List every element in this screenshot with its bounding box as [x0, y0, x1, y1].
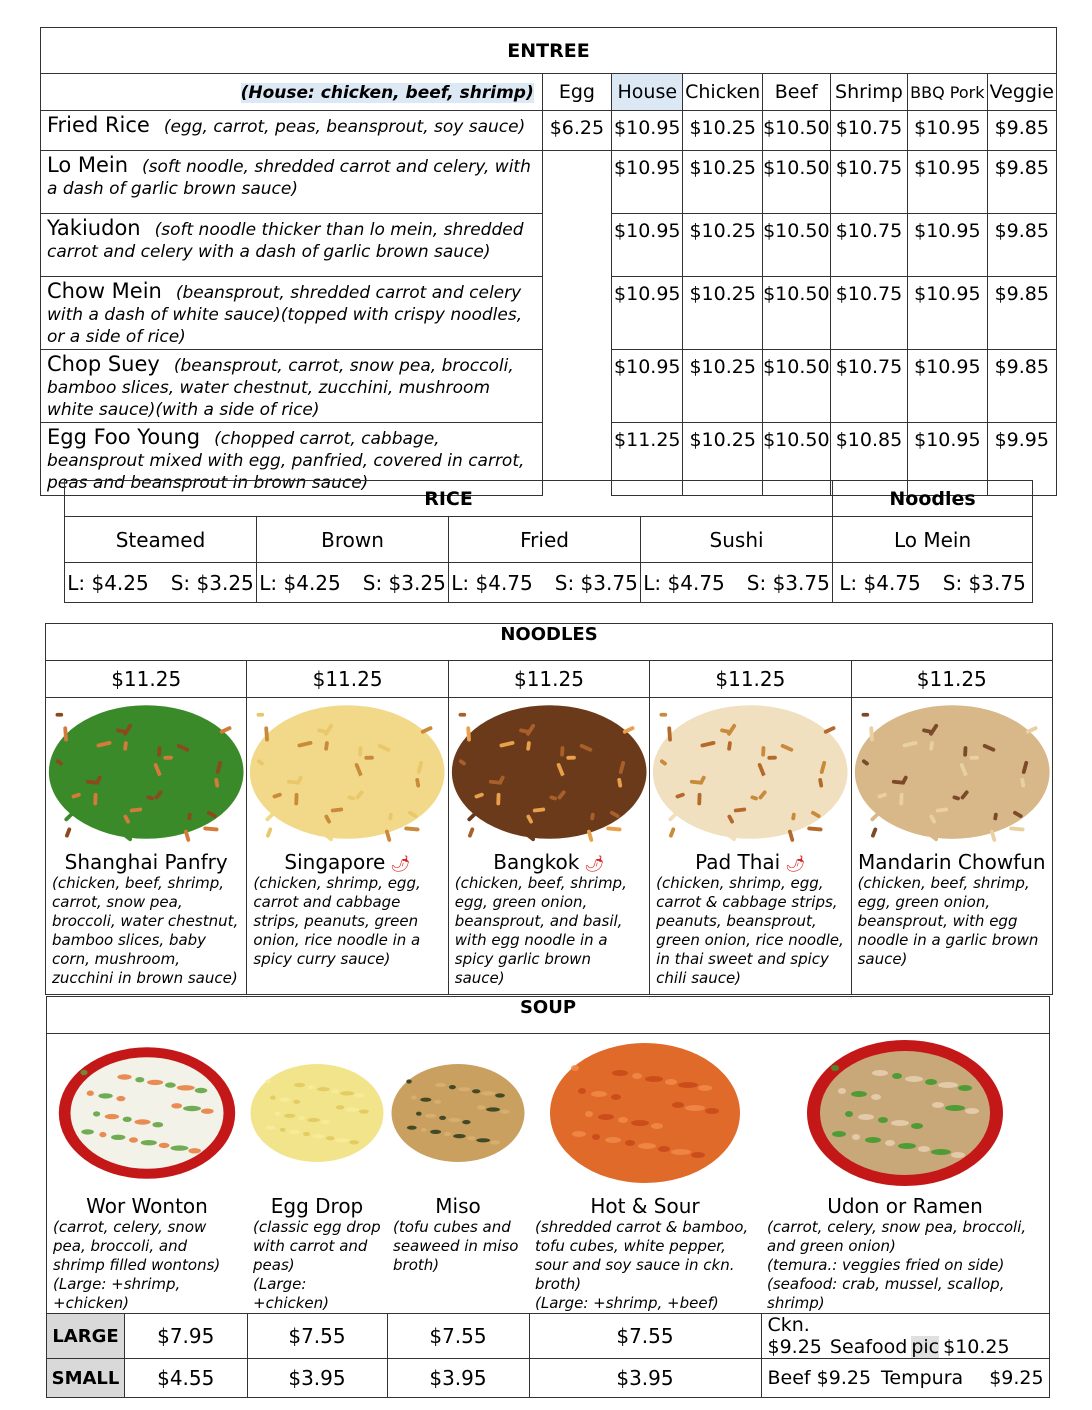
udon-prices: [761, 1314, 1050, 1359]
soup-name: Hot & Sour: [590, 1194, 700, 1218]
rice-item-name: Sushi: [641, 517, 833, 563]
noodle-name-line: [46, 850, 246, 874]
soup-name: Miso: [435, 1194, 481, 1218]
dish-desc: (soft noodle, shredded carrot and celery, with a dash of garlic brown sauce): [47, 157, 531, 199]
rice-title: RICE: [65, 481, 833, 517]
dish-price: $10.50: [762, 151, 830, 214]
small-label: SMALL: [47, 1359, 125, 1398]
noodle-item: [650, 698, 851, 995]
entree-row: [41, 111, 1057, 151]
dish-price: $9.85: [987, 214, 1056, 277]
udon-beef-price: Beef $9.25: [767, 1367, 872, 1389]
soup-small-price: $4.55: [124, 1359, 247, 1398]
soup-item-udon: [761, 1034, 1050, 1314]
udon-tempura-price: $9.25: [989, 1367, 1044, 1389]
noodle-desc: (chicken, shrimp, egg, carrot & cabbage strips, peanuts, beansprout, green onion, rice noodle, in thai sweet and spicy chili sauce): [656, 874, 844, 987]
noodle-name-line: [650, 850, 850, 874]
noodle-name: Shanghai Panfry: [64, 850, 228, 874]
dish-name: Lo Mein: [47, 153, 129, 177]
house-note: (House: chicken, beef, shrimp): [240, 83, 534, 103]
soup-photo: [761, 1038, 1049, 1188]
dish-price: [542, 350, 611, 423]
noodle-item: [448, 698, 649, 995]
noodle-desc: (chicken, beef, shrimp, carrot, snow pea, broccoli, water chestnut, bamboo slices, baby corn, mushroom, zucchini in brown sauce): [52, 874, 239, 987]
dish-name: Egg Foo Young: [47, 425, 201, 449]
large-label: LARGE: [47, 1314, 125, 1359]
dish-price: [542, 151, 611, 214]
soup-large-extra: (Large: +shrimp, +chicken): [53, 1275, 181, 1312]
noodle-photo: [650, 698, 850, 846]
dish-desc: (soft noodle thicker than lo mein, shredded carrot and celery with a dash of garlic brown sauce): [47, 220, 524, 262]
rice-item-name: Lo Mein: [833, 517, 1033, 563]
noodle-photo: [46, 698, 246, 846]
rice-item-name: Fried: [449, 517, 641, 563]
small-price: S: $3.25: [362, 570, 446, 595]
entree-row: [41, 151, 1057, 214]
small-price: S: $3.75: [746, 570, 830, 595]
rice-item-price: [833, 563, 1033, 603]
noodle-desc: (chicken, beef, shrimp, egg, green onion, beansprout, with egg noodle in a garlic brown sauce): [857, 874, 1039, 968]
dish-price: $9.85: [987, 277, 1056, 350]
soup-small-price: $3.95: [247, 1359, 387, 1398]
soup-large-price: $7.55: [387, 1314, 529, 1359]
udon-pic-label: pic: [911, 1336, 940, 1358]
col-shrimp: Shrimp: [830, 74, 907, 111]
dish-price: [542, 214, 611, 277]
chili-pepper-icon: 🌶: [579, 854, 605, 873]
chili-pepper-icon: 🌶: [780, 854, 806, 873]
dish-price: $10.50: [762, 350, 830, 423]
soup-title: SOUP: [47, 997, 1050, 1034]
udon-seafood-note: (seafood: crab, mussel, scallop, shrimp): [767, 1275, 1005, 1312]
dish-price: $10.95: [612, 151, 683, 214]
dish-price: $10.95: [612, 350, 683, 423]
dish-desc: (beansprout, carrot, snow pea, broccoli, bamboo slices, water chestnut, zucchini, mushroom white sauce)(with a side of rice): [47, 356, 514, 420]
large-price: L: $4.25: [259, 570, 341, 595]
dish-price: $10.50: [762, 277, 830, 350]
noodle-price: $11.25: [650, 661, 851, 698]
soup-small-price: $3.95: [529, 1359, 761, 1398]
col-house: House: [612, 74, 683, 111]
dish-price: $9.85: [987, 151, 1056, 214]
soup-small-price: $3.95: [387, 1359, 529, 1398]
udon-seafood-price: $10.25: [943, 1336, 1010, 1358]
col-beef: Beef: [762, 74, 830, 111]
entree-row: [41, 277, 1057, 350]
udon-seafood-label: Seafood: [829, 1336, 908, 1358]
soup-large-price: $7.95: [124, 1314, 247, 1359]
soup-desc: (classic egg drop with carrot and peas): [253, 1218, 381, 1274]
udon-tempura-note: (temura.: veggies fried on side): [767, 1256, 1005, 1274]
soup-name: Udon or Ramen: [827, 1194, 983, 1218]
soup-photo: [47, 1038, 247, 1188]
dish-price: $9.85: [987, 350, 1056, 423]
soup-item: [529, 1034, 761, 1314]
noodle-desc: (chicken, shrimp, egg, carrot and cabbage strips, peanuts, green onion, rice noodle in a spicy curry sauce): [253, 874, 421, 968]
rice-item-price: [65, 563, 257, 603]
small-price: S: $3.25: [170, 570, 254, 595]
large-price: L: $4.75: [839, 570, 921, 595]
dish-price: $11.25: [612, 423, 683, 496]
dish-name: Chow Mein: [47, 279, 162, 303]
dish-price: $10.25: [683, 151, 762, 214]
soup-item: [387, 1034, 529, 1314]
dish-price: $10.95: [908, 214, 987, 277]
dish-name: Chop Suey: [47, 352, 160, 376]
noodles-title: NOODLES: [46, 624, 1053, 661]
dish-price: $10.25: [683, 214, 762, 277]
soup-large-extra: (Large: +shrimp, +beef): [535, 1294, 719, 1312]
col-bbq-pork: BBQ Pork: [908, 74, 987, 111]
soup-name: Egg Drop: [270, 1194, 364, 1218]
dish-price: $10.25: [683, 350, 762, 423]
dish-price: $10.25: [683, 111, 762, 151]
entree-title: ENTREE: [41, 28, 1057, 74]
dish-price: [542, 277, 611, 350]
noodle-item: [851, 698, 1052, 995]
rice-item-name: Steamed: [65, 517, 257, 563]
large-price: L: $4.75: [451, 570, 533, 595]
dish-price: $10.95: [908, 423, 987, 496]
dish-price: $9.85: [987, 111, 1056, 151]
soup-desc: (tofu cubes and seaweed in miso broth): [393, 1218, 519, 1274]
col-veggie: Veggie: [987, 74, 1056, 111]
soup-photo: [247, 1038, 387, 1188]
noodle-price: $11.25: [851, 661, 1052, 698]
udon-tempura-label: Tempura: [881, 1367, 964, 1389]
rice-table: [64, 480, 1033, 603]
soup-photo: [529, 1038, 761, 1188]
dish-price: $10.50: [762, 214, 830, 277]
dish-name: Fried Rice: [47, 113, 150, 137]
noodle-name-line: [247, 850, 447, 874]
dish-price: $10.95: [612, 111, 683, 151]
noodle-photo: [852, 698, 1052, 846]
rice-item-price: [449, 563, 641, 603]
large-price: L: $4.25: [67, 570, 149, 595]
noodle-name-line: [449, 850, 649, 874]
soup-table: [46, 996, 1050, 1398]
soup-item: [47, 1034, 248, 1314]
rice-item-name: Brown: [257, 517, 449, 563]
dish-price: $10.75: [830, 151, 907, 214]
noodle-name-line: [852, 850, 1052, 874]
noodle-name: Mandarin Chowfun: [857, 850, 1046, 874]
rice-item-price: [641, 563, 833, 603]
dish-price: $10.75: [830, 214, 907, 277]
chili-pepper-icon: 🌶: [385, 854, 411, 873]
soup-large-extra: (Large: +chicken): [253, 1275, 330, 1312]
dish-price: $10.50: [762, 111, 830, 151]
noodle-item: [46, 698, 247, 995]
noodle-photo: [449, 698, 649, 846]
noodles-table: [45, 623, 1053, 995]
udon-chicken-price: Ckn. $9.25: [767, 1314, 822, 1358]
dish-price: $10.95: [908, 277, 987, 350]
dish-price: $10.75: [830, 111, 907, 151]
soup-large-price: $7.55: [247, 1314, 387, 1359]
dish-price: $10.95: [612, 214, 683, 277]
small-price: S: $3.75: [942, 570, 1026, 595]
col-egg: Egg: [542, 74, 611, 111]
dish-price: $10.25: [683, 423, 762, 496]
large-price: L: $4.75: [643, 570, 725, 595]
noodle-name: Singapore: [284, 850, 386, 874]
udon-prices: [761, 1359, 1050, 1398]
udon-desc: (carrot, celery, snow pea, broccoli, and green onion): [767, 1218, 1027, 1255]
dish-price: $10.95: [908, 151, 987, 214]
dish-name: Yakiudon: [47, 216, 141, 240]
dish-price: $10.95: [612, 277, 683, 350]
dish-desc: (egg, carrot, peas, beansprout, soy sauce): [163, 117, 526, 137]
noodle-desc: (chicken, beef, shrimp, egg, green onion, beansprout, and basil, with egg noodle in a spicy garlic brown sauce): [454, 874, 627, 987]
noodle-price: $11.25: [46, 661, 247, 698]
dish-desc: (beansprout, shredded carrot and celery with a dash of white sauce)(topped with crispy noodles, or a side of rice): [47, 283, 523, 347]
dish-price: $10.25: [683, 277, 762, 350]
dish-price: $6.25: [542, 111, 611, 151]
entree-row: [41, 214, 1057, 277]
noodle-price: $11.25: [448, 661, 649, 698]
soup-large-price: $7.55: [529, 1314, 761, 1359]
rice-item-price: [257, 563, 449, 603]
soup-name: Wor Wonton: [86, 1194, 208, 1218]
soup-photo: [387, 1038, 529, 1188]
noodles-side-title: Noodles: [833, 481, 1033, 517]
soup-desc: (shredded carrot & bamboo, tofu cubes, white pepper, sour and soy sauce in ckn. broth): [535, 1218, 749, 1293]
entree-row: [41, 350, 1057, 423]
noodle-photo: [247, 698, 447, 846]
noodle-price: $11.25: [247, 661, 448, 698]
dish-price: $10.75: [830, 277, 907, 350]
soup-desc: (carrot, celery, snow pea, broccoli, and shrimp filled wontons): [53, 1218, 221, 1274]
dish-price: $10.85: [830, 423, 907, 496]
dish-price: $10.95: [908, 111, 987, 151]
dish-price: $10.50: [762, 423, 830, 496]
soup-item: [247, 1034, 387, 1314]
dish-desc: (chopped carrot, cabbage, beansprout mixed with egg, panfried, covered in carrot, peas and beansprout in brown sauce): [47, 429, 525, 493]
col-chicken: Chicken: [683, 74, 762, 111]
noodle-name: Bangkok: [493, 850, 580, 874]
entree-table: [40, 27, 1057, 496]
noodle-name: Pad Thai: [695, 850, 781, 874]
noodle-item: [247, 698, 448, 995]
dish-price: $9.95: [987, 423, 1056, 496]
small-price: S: $3.75: [554, 570, 638, 595]
dish-price: $10.95: [908, 350, 987, 423]
dish-price: $10.75: [830, 350, 907, 423]
